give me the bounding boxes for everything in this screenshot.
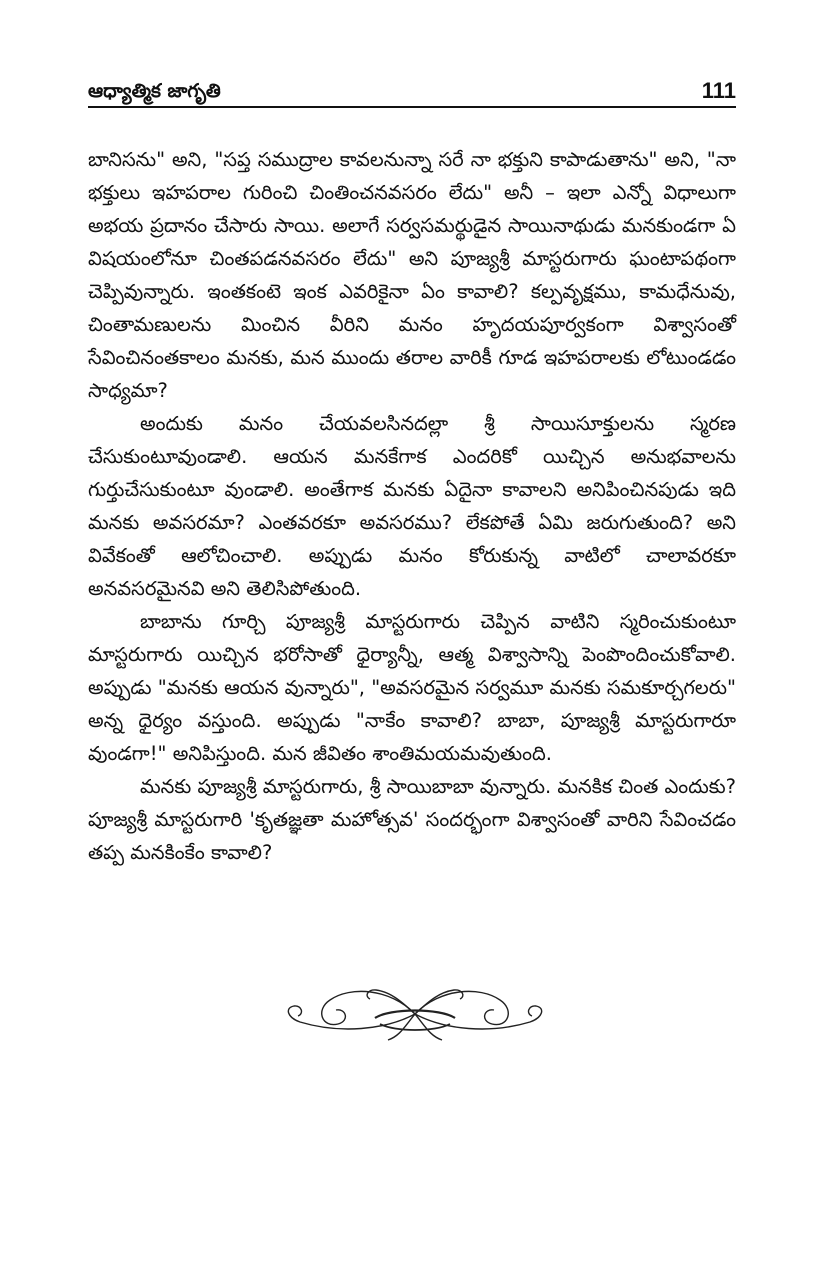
page-number: 111: [701, 78, 736, 103]
page-body: [88, 143, 736, 869]
running-header: [88, 78, 736, 106]
paragraph-3: బాబాను గూర్చి పూజ్యశ్రీ మాస్టరుగారు చెప్పిన వాటిని స్మరించుకుంటూ మాస్టరుగారు యిచ్చిన భరోసాతో ధైర్యాన్నీ, ఆత్మ విశ్వాసాన్ని పెంపొందించుకోవాలి. అప్పుడు "మనకు ఆయన వున్నారు", "అవసరమైన సర్వమూ మనకు సమకూర్చగలరు" అన్న ధైర్యం వస్తుంది. అప్పుడు "నాకేం కావాలి? బాబా, పూజ్యశ్రీ మాస్టరుగారూ వుండగా!" అనిపిస్తుంది. మన జీవితం శాంతిమయమవుతుంది.: [88, 610, 736, 765]
ornamental-flourish-icon: [280, 978, 550, 1048]
paragraph-4: మనకు పూజ్యశ్రీ మాస్టరుగారు, శ్రీ సాయిబాబా వున్నారు. మనకిక చింత ఎందుకు? పూజ్యశ్రీ మాస్టరుగారి 'కృతజ్ఞతా మహోత్సవ' సందర్భంగా విశ్వాసంతో వారిని సేవించడం తప్ప మనకింకేం కావాలి?: [88, 775, 736, 864]
book-title: ఆధ్యాత్మిక జాగృతి: [88, 80, 221, 102]
header-rule: [88, 106, 736, 108]
paragraph-2: అందుకు మనం చేయవలసినదల్లా శ్రీ సాయిసూక్తులను స్మరణ చేసుకుంటూవుండాలి. ఆయన మనకేగాక ఎందరికో యిచ్చిన అనుభవాలను గుర్తుచేసుకుంటూ వుండాలి. అంతేగాక మనకు ఏదైనా కావాలని అనిపించినపుడు ఇది మనకు అవసరమా? ఎంతవరకూ అవసరము? లేకపోతే ఏమి జరుగుతుంది? అని వివేకంతో ఆలోచించాలి. అప్పుడు మనం కోరుకున్న వాటిలో చాలావరకూ అనవసరమైనవి అని తెలిసిపోతుంది.: [88, 412, 736, 600]
paragraph-1: బానిసను" అని, "సప్త సముద్రాల కావలనున్నా సరే నా భక్తుని కాపాడుతాను" అని, "నా భక్తులు ఇహపరాల గురించి చింతించనవసరం లేదు" అనీ – ఇలా ఎన్నో విధాలుగా అభయ ప్రదానం చేసారు సాయి. అలాగే సర్వసమర్థుడైన సాయినాథుడు మనకుండగా ఏ విషయంలోనూ చింతపడనవసరం లేదు" అని పూజ్యశ్రీ మాస్టరుగారు ఘంటాపథంగా చెప్పివున్నారు. ఇంతకంటె ఇంక ఎవరికైనా ఏం కావాలి? కల్పవృక్షము, కామధేనువు, చింతామణులను మించిన వీరిని మనం హృదయపూర్వకంగా విశ్వాసంతో సేవించినంతకాలం మనకు, మన ముందు తరాల వారికీ గూడ ఇహపరాలకు లోటుండడం సాధ్యమా?: [88, 148, 736, 402]
